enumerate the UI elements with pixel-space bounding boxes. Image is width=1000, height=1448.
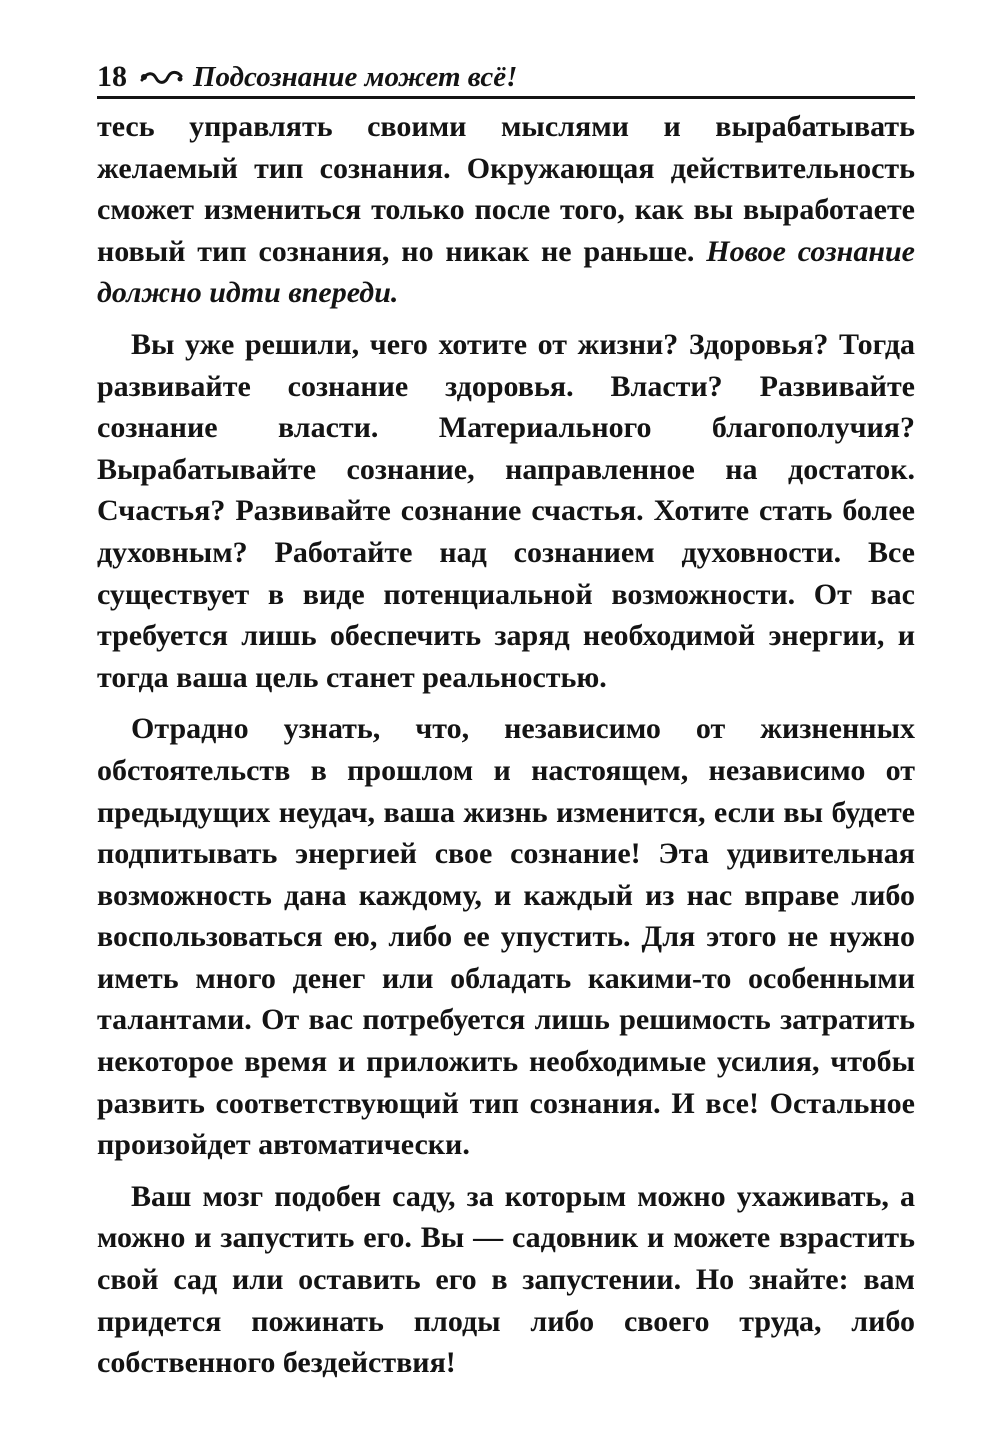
header-divider <box>97 96 915 99</box>
flourish-ornament-icon <box>139 66 185 88</box>
paragraph-2: Вы уже решили, чего хотите от жизни? Здоровья? Тогда развивайте сознание здоровья. Власти? Развивайте сознание власти. Материального благополучия? Вырабатывайте сознание, направленное на достаток. Счастья? Развивайте сознание счастья. Хотите стать более духовным? Работайте над сознанием духовности. Все существует в виде потенциальной возможности. От вас требуется лишь обеспечить заряд необходимой энергии, и тогда ваша цель станет реальностью. <box>97 327 915 694</box>
page-number: 18 <box>97 60 127 93</box>
paragraph-1-emphasis: Новое сознание должно идти впереди. <box>97 234 915 310</box>
paragraph-1 <box>97 106 915 314</box>
running-title: Подсознание может всё! <box>193 61 518 93</box>
paragraph-3: Отрадно узнать, что, независимо от жизненных обстоятельств в прошлом и настоящем, независимо от предыдущих неудач, ваша жизнь изменится, если вы будете подпитывать энергией свое сознание! Эта удивительная возможность дана каждому, и каждый из нас вправе либо воспользоваться ею, либо ее упустить. Для этого не нужно иметь много денег или обладать какими-то особенными талантами. От вас потребуется лишь решимость затратить некоторое время и приложить необходимые усилия, чтобы развить соответствующий тип сознания. И все! Остальное произойдет автоматически. <box>97 712 915 1162</box>
page-header <box>97 50 915 94</box>
body-text <box>97 106 915 1394</box>
paragraph-1-text: тесь управлять своими мыслями и вырабатывать желаемый тип сознания. Окружающая действительность сможет измениться только после того, как вы выработаете новый тип сознания, но никак не раньше. <box>97 110 915 268</box>
paragraph-4: Ваш мозг подобен саду, за которым можно ухаживать, а можно и запустить его. Вы — садовник и можете взрастить свой сад или оставить его в запустении. Но знайте: вам придется пожинать плоды либо своего труда, либо собственного бездействия! <box>97 1179 915 1380</box>
